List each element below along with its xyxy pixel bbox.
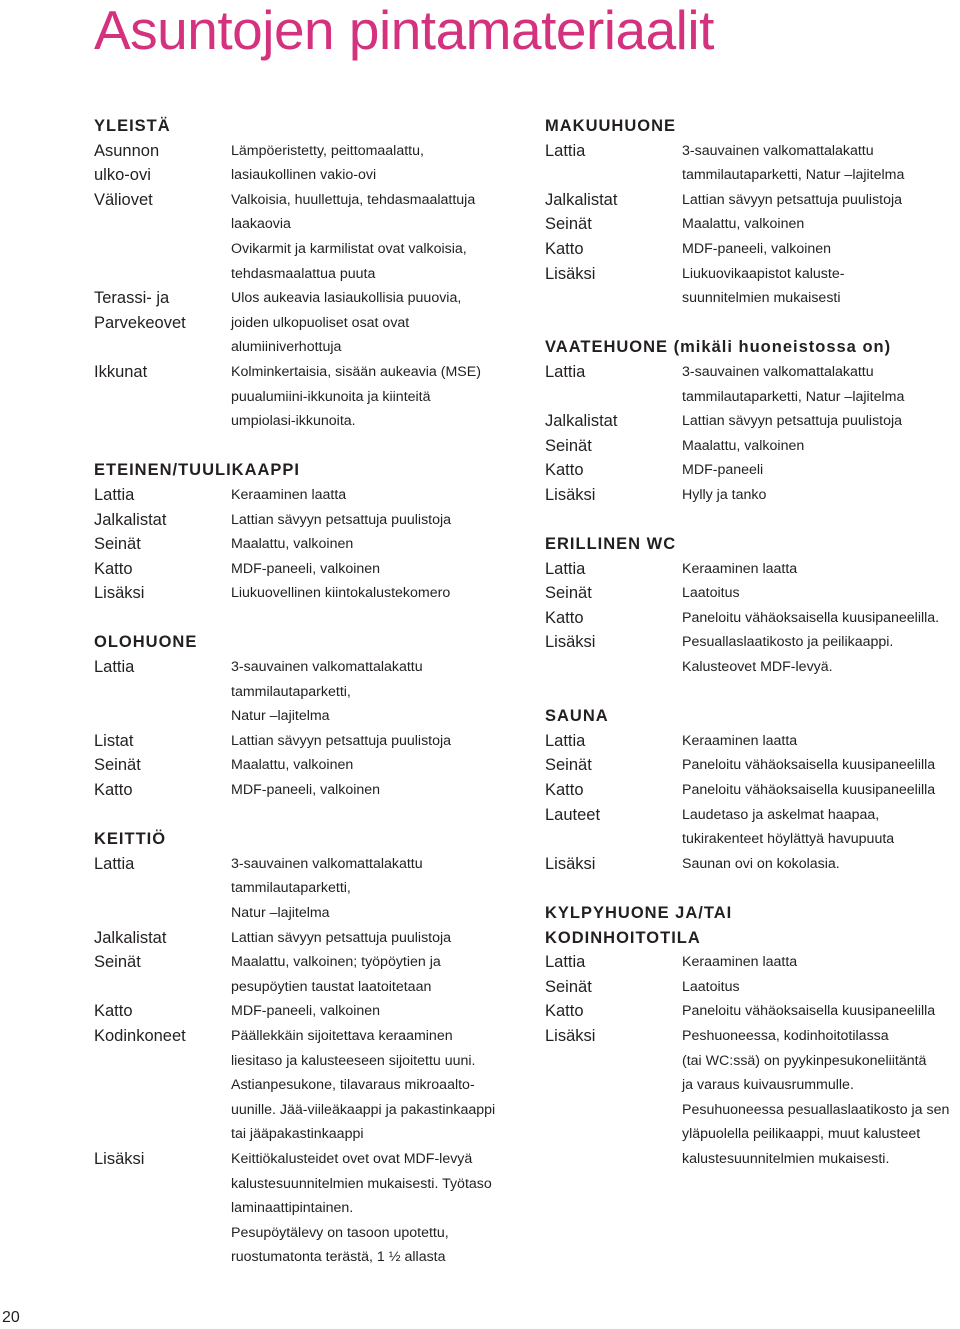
spec-value-line: Maalattu, valkoinen: [231, 757, 354, 774]
spec-value: [682, 753, 960, 778]
spec-value-line: laminaattipintainen.: [231, 1200, 354, 1217]
spec-label: Lattia: [545, 559, 586, 578]
spec-row: [94, 286, 514, 311]
spec-value-line: Kalusteovet MDF-levyä.: [682, 659, 833, 676]
spec-label: Lisäksi: [94, 1149, 145, 1168]
spec-row: [545, 212, 960, 237]
spec-value: [231, 581, 514, 606]
spec-value-line: Lattian sävyyn petsattuja puulistoja: [231, 511, 452, 528]
section-kylpyhuone-ja-tai: [545, 901, 960, 1172]
spec-value: [231, 926, 514, 951]
spec-value-line: kalustesuunnitelmien mukaisesti.: [682, 1150, 890, 1167]
spec-row: [94, 753, 514, 778]
spec-value-line: Päällekkäin sijoitettava keraaminen: [231, 1027, 453, 1044]
spec-row: [545, 360, 960, 409]
spec-value: [231, 286, 514, 311]
spec-value-line: Liukuovellinen kiintokalustekomero: [231, 585, 451, 602]
spec-label: Väliovet: [94, 190, 153, 209]
spec-value: [682, 212, 960, 237]
spec-row: [545, 606, 960, 631]
spec-value: [682, 581, 960, 606]
spec-label: Katto: [545, 781, 584, 800]
section-title: KEITTIÖ: [94, 830, 167, 849]
spec-value: [231, 778, 514, 803]
spec-label: Katto: [545, 608, 584, 627]
section-keittio: [94, 827, 514, 1270]
section-eteinen-tuulikaappi: [94, 458, 514, 606]
spec-value: [682, 360, 960, 409]
spec-value-line: Maalattu, valkoinen: [682, 216, 805, 233]
section-makuuhuone: [545, 114, 960, 311]
spec-value-line: pesupöytien taustat laatoitetaan: [231, 978, 432, 995]
spec-label: Lisäksi: [545, 633, 596, 652]
spec-value-line: Paneloitu vähäoksaisella kuusipaneelilla: [682, 1003, 936, 1020]
spec-value: [231, 360, 514, 434]
spec-value-line: Keraaminen laatta: [231, 486, 347, 503]
spec-value-line: ruostumatonta terästä, 1 ½ allasta: [231, 1249, 446, 1266]
spec-row: [94, 926, 514, 951]
spec-label: Katto: [545, 1002, 584, 1021]
spec-label: Lattia: [545, 731, 586, 750]
spec-label: Lattia: [94, 658, 135, 677]
spec-label: ulko-ovi: [94, 166, 151, 185]
spec-value: [231, 753, 514, 778]
spec-label: Seinät: [545, 215, 592, 234]
spec-value-line: Maalattu, valkoinen; työpöytien ja: [231, 954, 441, 971]
left-column: [94, 114, 514, 1295]
spec-value-line: Laudetaso ja askelmat haapaa,: [682, 806, 880, 823]
spec-value-line: Maalattu, valkoinen: [231, 536, 354, 553]
spec-value-line: tammilautaparketti,: [231, 683, 351, 700]
spec-value: [682, 483, 960, 508]
spec-value: [231, 852, 514, 926]
spec-value: [682, 262, 960, 311]
spec-row: [545, 778, 960, 803]
spec-label: Seinät: [94, 756, 141, 775]
spec-value-line: puualumiini-ikkunoita ja kiinteitä: [231, 388, 431, 405]
section-title: VAATEHUONE (mikäli huoneistossa on): [545, 338, 892, 357]
spec-value: [682, 852, 960, 877]
spec-value: [682, 606, 960, 631]
spec-value: [231, 729, 514, 754]
spec-label: Jalkalistat: [94, 928, 167, 947]
spec-row: [545, 409, 960, 434]
spec-row: [94, 483, 514, 508]
spec-value-line: Liukuovikaapistot kaluste-: [682, 265, 845, 282]
spec-value-line: tukirakenteet höylättyä havupuuta: [682, 831, 895, 848]
spec-value-line: Ulos aukeavia lasiaukollisia puuovia,: [231, 290, 462, 307]
spec-value: [231, 311, 514, 360]
spec-label: Parvekeovet: [94, 313, 186, 332]
spec-row: [94, 581, 514, 606]
spec-row: [94, 139, 514, 164]
spec-value-line: Lattian sävyyn petsattuja puulistoja: [682, 413, 903, 430]
spec-label: Seinät: [545, 436, 592, 455]
spec-label: Lattia: [545, 362, 586, 381]
spec-value-line: MDF-paneeli, valkoinen: [231, 782, 381, 799]
spec-label: Jalkalistat: [545, 190, 618, 209]
spec-row: [94, 311, 514, 360]
spec-label: Lisäksi: [545, 485, 596, 504]
spec-row: [545, 483, 960, 508]
spec-value-line: Keittiökalusteidet ovet ovat MDF-levyä: [231, 1150, 473, 1167]
spec-row: [545, 139, 960, 188]
spec-value: [231, 483, 514, 508]
spec-value-line: Hylly ja tanko: [682, 486, 767, 503]
spec-value: [231, 188, 514, 286]
section-vaatehuone-mikali-huoneistossa-on: [545, 335, 960, 507]
spec-row: [545, 458, 960, 483]
spec-label: Lisäksi: [545, 1026, 596, 1045]
spec-value-line: alumiiniverhottuja: [231, 339, 342, 356]
spec-value-line: lasiaukollinen vakio-ovi: [231, 167, 377, 184]
spec-row: [94, 1024, 514, 1147]
section-sauna: [545, 704, 960, 876]
spec-value-line: Ovikarmit ja karmilistat ovat valkoisia,: [231, 240, 467, 257]
spec-row: [545, 1024, 960, 1172]
spec-row: [545, 434, 960, 459]
spec-value-line: Lattian sävyyn petsattuja puulistoja: [682, 191, 903, 208]
section-title: MAKUUHUONE: [545, 117, 676, 135]
spec-label: Terassi- ja: [94, 289, 170, 308]
spec-value-line: Lattian sävyyn petsattuja puulistoja: [231, 929, 452, 946]
spec-label: Lattia: [545, 141, 586, 160]
spec-value-line: 3-sauvainen valkomattalakattu: [682, 142, 874, 159]
spec-label: Asunnon: [94, 141, 160, 160]
spec-row: [545, 852, 960, 877]
spec-value-line: uunille. Jää-viileäkaappi ja pakastinkaappi: [231, 1101, 496, 1118]
spec-row: [94, 778, 514, 803]
spec-label: Katto: [545, 461, 584, 480]
spec-value-line: MDF-paneeli: [682, 462, 764, 479]
spec-label: Lattia: [545, 953, 586, 972]
spec-value-line: tammilautaparketti, Natur –lajitelma: [682, 388, 905, 405]
spec-label: Katto: [94, 781, 133, 800]
spec-value-line: Natur –lajitelma: [231, 905, 330, 921]
spec-value-line: yläpuolella peilikaappi, muut kalusteet: [682, 1126, 921, 1143]
spec-value: [682, 1024, 960, 1172]
spec-label: Kodinkoneet: [94, 1026, 186, 1045]
spec-label: Seinät: [94, 953, 141, 972]
spec-value: [682, 237, 960, 262]
spec-value-line: Paneloitu vähäoksaisella kuusipaneelilla: [682, 757, 936, 774]
spec-value: [231, 557, 514, 582]
spec-row: [545, 188, 960, 213]
spec-value: [231, 532, 514, 557]
spec-label: Seinät: [94, 535, 141, 554]
spec-value-line: suunnitelmien mukaisesti: [682, 290, 841, 307]
spec-value: [231, 508, 514, 533]
spec-row: [545, 999, 960, 1024]
spec-row: [545, 581, 960, 606]
spec-label: Seinät: [545, 584, 592, 603]
spec-value: [231, 999, 514, 1024]
spec-value-line: umpiolasi-ikkunoita.: [231, 413, 356, 430]
spec-value-line: MDF-paneeli, valkoinen: [231, 1003, 381, 1020]
spec-label: Katto: [94, 1002, 133, 1021]
spec-label: Lisäksi: [545, 264, 596, 283]
spec-label: Jalkalistat: [94, 510, 167, 529]
spec-label: Lisäksi: [545, 854, 596, 873]
spec-value: [231, 1024, 514, 1147]
spec-value-line: tammilautaparketti,: [231, 880, 351, 897]
spec-row: [94, 950, 514, 999]
spec-row: [545, 630, 960, 679]
spec-value-line: Keraaminen laatta: [682, 560, 798, 577]
right-column: [545, 114, 960, 1196]
spec-value: [682, 409, 960, 434]
page-number: 20: [2, 1309, 20, 1326]
spec-value-line: Pesuhuoneessa pesuallaslaatikosto ja sen: [682, 1101, 950, 1118]
spec-value-line: Peshuoneessa, kodinhoitotilassa: [682, 1027, 889, 1044]
spec-value-line: Astianpesukone, tilavaraus mikroaalto-: [231, 1077, 475, 1094]
spec-value-line: Valkoisia, huullettuja, tehdasmaalattuja: [231, 191, 476, 208]
spec-value: [682, 778, 960, 803]
spec-value-line: 3-sauvainen valkomattalakattu: [231, 855, 423, 872]
spec-value-line: MDF-paneeli, valkoinen: [231, 560, 381, 577]
spec-value: [682, 803, 960, 852]
spec-row: [94, 557, 514, 582]
spec-value: [682, 434, 960, 459]
spec-value-line: (tai WC:ssä) on pyykinpesukoneliitäntä: [682, 1052, 927, 1069]
spec-row: [545, 753, 960, 778]
section-olohuone: [94, 630, 514, 802]
spec-row: [94, 360, 514, 434]
spec-label: Katto: [545, 239, 584, 258]
spec-row: [94, 532, 514, 557]
spec-value: [231, 1147, 514, 1270]
spec-value-line: MDF-paneeli, valkoinen: [682, 240, 832, 257]
spec-value-line: Saunan ovi on kokolasia.: [682, 855, 840, 872]
spec-row: [94, 1147, 514, 1270]
spec-value-line: Paneloitu vähäoksaisella kuusipaneelilla: [682, 782, 936, 799]
spec-value-line: 3-sauvainen valkomattalakattu: [231, 659, 423, 676]
spec-value-line: 3-sauvainen valkomattalakattu: [682, 363, 874, 380]
spec-value: [682, 458, 960, 483]
spec-value-line: Maalattu, valkoinen: [682, 437, 805, 454]
spec-label: Ikkunat: [94, 362, 148, 381]
spec-value-line: Keraaminen laatta: [682, 954, 798, 971]
spec-row: [94, 188, 514, 286]
section-title: YLEISTÄ: [94, 117, 171, 135]
spec-value-line: liesitaso ja kalusteeseen sijoitettu uuni.: [231, 1052, 476, 1069]
spec-value-line: Lattian sävyyn petsattuja puulistoja: [231, 732, 452, 749]
spec-value-line: tammilautaparketti, Natur –lajitelma: [682, 167, 905, 184]
spec-value: [682, 188, 960, 213]
spec-value-line: Lämpöeristetty, peittomaalattu,: [231, 142, 424, 159]
spec-value-line: Laatoitus: [682, 585, 740, 602]
spec-value: [682, 557, 960, 582]
spec-row: [545, 975, 960, 1000]
spec-value-line: Pesuallaslaatikosto ja peilikaappi.: [682, 634, 894, 651]
section-title: SAUNA: [545, 707, 609, 726]
spec-value: [682, 975, 960, 1000]
spec-value-line: joiden ulkopuoliset osat ovat: [231, 314, 410, 331]
page-title: Asuntojen pintamateriaalit: [94, 0, 714, 61]
spec-value: [231, 139, 514, 164]
spec-row: [545, 803, 960, 852]
spec-value-line: Kolminkertaisia, sisään aukeavia (MSE): [231, 363, 481, 380]
section-erillinen-wc: [545, 532, 960, 680]
spec-label: Seinät: [545, 977, 592, 996]
spec-label: Lattia: [94, 485, 135, 504]
spec-value: [231, 655, 514, 729]
spec-value: [682, 139, 960, 188]
spec-row: [94, 729, 514, 754]
spec-label: Lauteet: [545, 805, 601, 824]
spec-value-line: Paneloitu vähäoksaisella kuusipaneelilla.: [682, 609, 940, 626]
spec-value: [682, 950, 960, 975]
spec-label: Listat: [94, 731, 134, 750]
spec-row: [94, 852, 514, 926]
spec-value-line: Pesupöytälevy on tasoon upotettu,: [231, 1224, 449, 1241]
spec-row: [545, 262, 960, 311]
spec-label: Seinät: [545, 756, 592, 775]
spec-value-line: Keraaminen laatta: [682, 732, 798, 749]
spec-row: [545, 729, 960, 754]
spec-value: [231, 163, 514, 188]
spec-value: [682, 729, 960, 754]
spec-row: [94, 999, 514, 1024]
spec-value-line: tai jääpakastinkaappi: [231, 1126, 364, 1143]
section-title: OLOHUONE: [94, 633, 198, 652]
spec-value-line: kalustesuunnitelmien mukaisesti. Työtaso: [231, 1175, 492, 1192]
spec-value: [682, 999, 960, 1024]
spec-value-line: laakaovia: [231, 216, 291, 233]
spec-row: [545, 950, 960, 975]
spec-value: [682, 630, 960, 679]
section-yleista: [94, 114, 514, 434]
spec-row: [94, 163, 514, 188]
spec-value-line: tehdasmaalattua puuta: [231, 265, 376, 282]
spec-row: [545, 557, 960, 582]
spec-row: [94, 508, 514, 533]
spec-value-line: ja varaus kuivausrummulle.: [682, 1077, 854, 1094]
spec-value-line: Natur –lajitelma: [231, 708, 330, 725]
spec-value-line: Laatoitus: [682, 978, 740, 995]
section-title: ERILLINEN WC: [545, 535, 677, 554]
spec-label: Jalkalistat: [545, 412, 618, 431]
spec-row: [94, 655, 514, 729]
spec-value: [231, 950, 514, 999]
section-title: KYLPYHUONE JA/TAI KODINHOITOTILA: [545, 904, 733, 947]
section-title: ETEINEN/TUULIKAAPPI: [94, 461, 301, 480]
spec-row: [545, 237, 960, 262]
spec-label: Lisäksi: [94, 584, 145, 603]
spec-label: Lattia: [94, 854, 135, 873]
spec-label: Katto: [94, 559, 133, 578]
